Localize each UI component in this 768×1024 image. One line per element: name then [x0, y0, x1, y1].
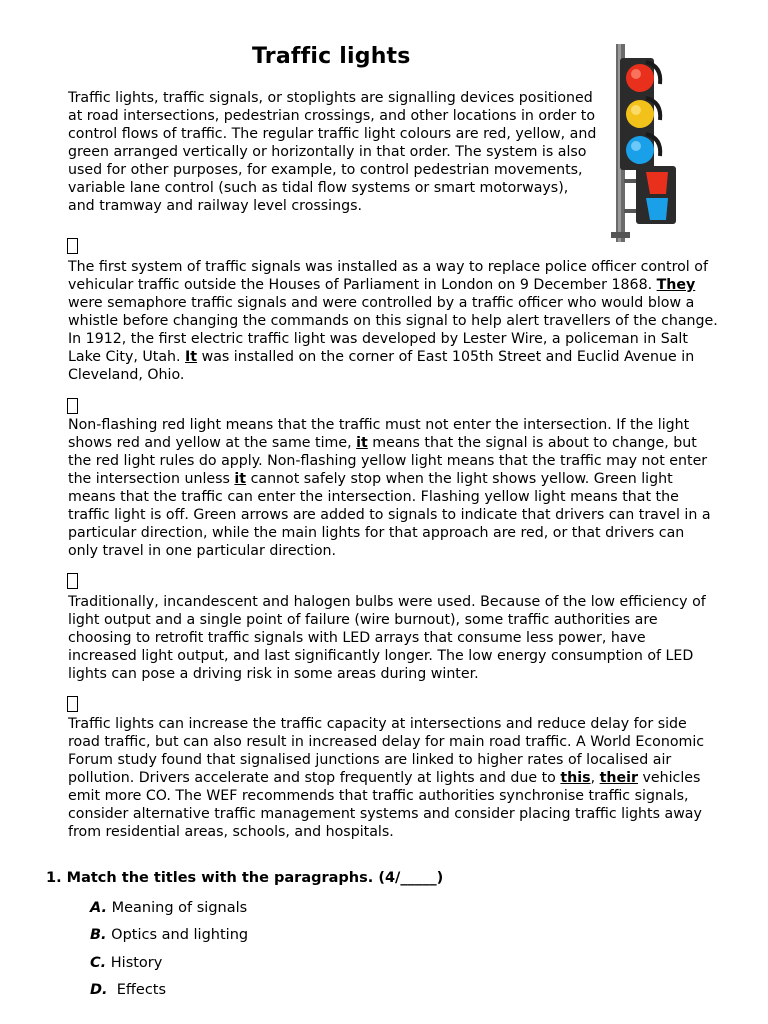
paragraph-2: The first system of traffic signals was installed as a way to replace police officer control of vehicular traffic outside the Houses of Parliament in London on 9 December 1868. They were semaphore traffic signals and were controlled by a traffic officer who would blow a whistle before changing the commands on this signal to help alert travellers of the change. In 1912, the first electric traffic light was developed by Lester Wire, a policeman in Salt Lake City, Utah. It was installed on the corner of East 105th Street and Euclid Avenue in Cleveland, Ohio. — [68, 259, 718, 383]
answer-box-3[interactable] — [67, 573, 78, 589]
traffic-light-image — [606, 44, 682, 242]
answer-box-4[interactable] — [67, 696, 78, 712]
reference-word: it — [234, 471, 247, 487]
question-title: 1. Match the titles with the paragraphs. (4/_____) — [46, 870, 444, 886]
paragraph-5: Traffic lights can increase the traffic capacity at intersections and reduce delay for side road traffic, but can also result in increased delay for main road traffic. A World Economic Forum study found that signalised junctions are linked to higher rates of localised air pollution. Drivers accelerate and stop frequently at lights and due to this, their vehicles emit more CO. The WEF recommends that traffic authorities synchronise traffic signals, consider alternative traffic management systems and consider placing traffic lights away from residential areas, schools, and hospitals. — [68, 716, 705, 840]
reference-word: They — [656, 277, 696, 293]
paragraph-1: Traffic lights, traffic signals, or stoplights are signalling devices positioned at road intersections, pedestrian crossings, and other locations in order to control flows of traffic. The regular traffic light colours are red, yellow, and green arranged vertically or horizontally in that order. The system is also used for other purposes, for example, to control pedestrian movements, variable lane control (such as tidal flow systems or smart motorways), and tramway and railway level crossings. — [68, 90, 597, 214]
reference-word: it — [356, 435, 368, 451]
option-d: D. Effects — [90, 982, 167, 998]
option-b: B. Optics and lighting — [90, 927, 249, 943]
answer-box-1[interactable] — [67, 238, 78, 254]
paragraph-4: Traditionally, incandescent and halogen bulbs were used. Because of the low efficiency of light output and a single point of failure (wire burnout), some traffic authorities are choosing to retrofit traffic signals with LED arrays that consume less power, have increased light output, and last significantly longer. The low energy consumption of LED lights can pose a driving risk in some areas during winter. — [68, 594, 706, 682]
option-a: A. Meaning of signals — [90, 900, 248, 916]
reference-word: this — [560, 770, 591, 786]
answer-box-2[interactable] — [67, 398, 78, 414]
option-c: C. History — [90, 955, 163, 971]
reference-word: It — [185, 349, 198, 365]
reference-word: their — [599, 770, 638, 786]
page-title: Traffic lights — [252, 44, 411, 69]
paragraph-3: Non-flashing red light means that the traffic must not enter the intersection. If the light shows red and yellow at the same time, it means that the signal is about to change, but the red light rules do apply. Non-flashing yellow light means that the traffic may not enter the intersection unless it cannot safely stop when the light shows yellow. Green light means that the traffic can enter the intersection. Flashing yellow light means that the traffic light is off. Green arrows are added to signals to indicate that drivers can travel in a particular direction, while the main lights for that approach are red, or that drivers can only travel in one particular direction. — [68, 417, 711, 559]
